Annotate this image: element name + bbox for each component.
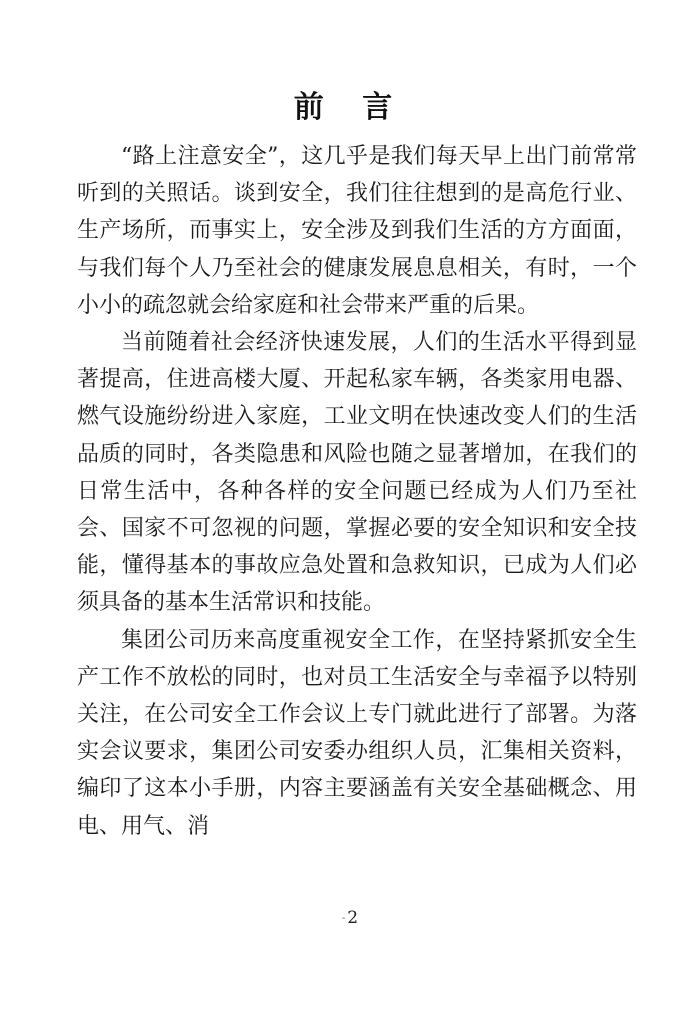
- paragraph-2: 当前随着社会经济快速发展，人们的生活水平得到显著提高，住进高楼大厦、开起私家车辆，各类家用电器、燃气设施纷纷进入家庭，工业文明在快速改变人们的生活品质的同时，各类隐患和风险也随之显著增加，在我们的日常生活中，各种各样的安全问题已经成为人们乃至社会、国家不可忽视的问题，掌握必要的安全知识和安全技能，懂得基本的事故应急处置和急救知识，已成为人们必须具备的基本生活常识和技能。: [77, 330, 637, 616]
- page-title: 前 言: [293, 90, 407, 125]
- body-text: [77, 138, 637, 845]
- paragraph-1: “路上注意安全”，这几乎是我们每天早上出门前常常听到的关照话。谈到安全，我们往往想到的是高危行业、生产场所，而事实上，安全涉及到我们生活的方方面面，与我们每个人乃至社会的健康发展息息相关，有时，一个小小的疏忽就会给家庭和社会带来严重的后果。: [77, 144, 637, 318]
- page-number: 2: [347, 908, 359, 928]
- page-number-mark: -: [341, 913, 346, 924]
- paragraph-3: 集团公司历来高度重视安全工作，在坚持紧抓安全生产工作不放松的同时，也对员工生活安全与幸福予以特别关注，在公司安全工作会议上专门就此进行了部署。为落实会议要求，集团公司安委办组织人员，汇集相关资料，编印了这本小手册，内容主要涵盖有关安全基础概念、用电、用气、消: [77, 627, 637, 839]
- page-footer: [0, 908, 700, 928]
